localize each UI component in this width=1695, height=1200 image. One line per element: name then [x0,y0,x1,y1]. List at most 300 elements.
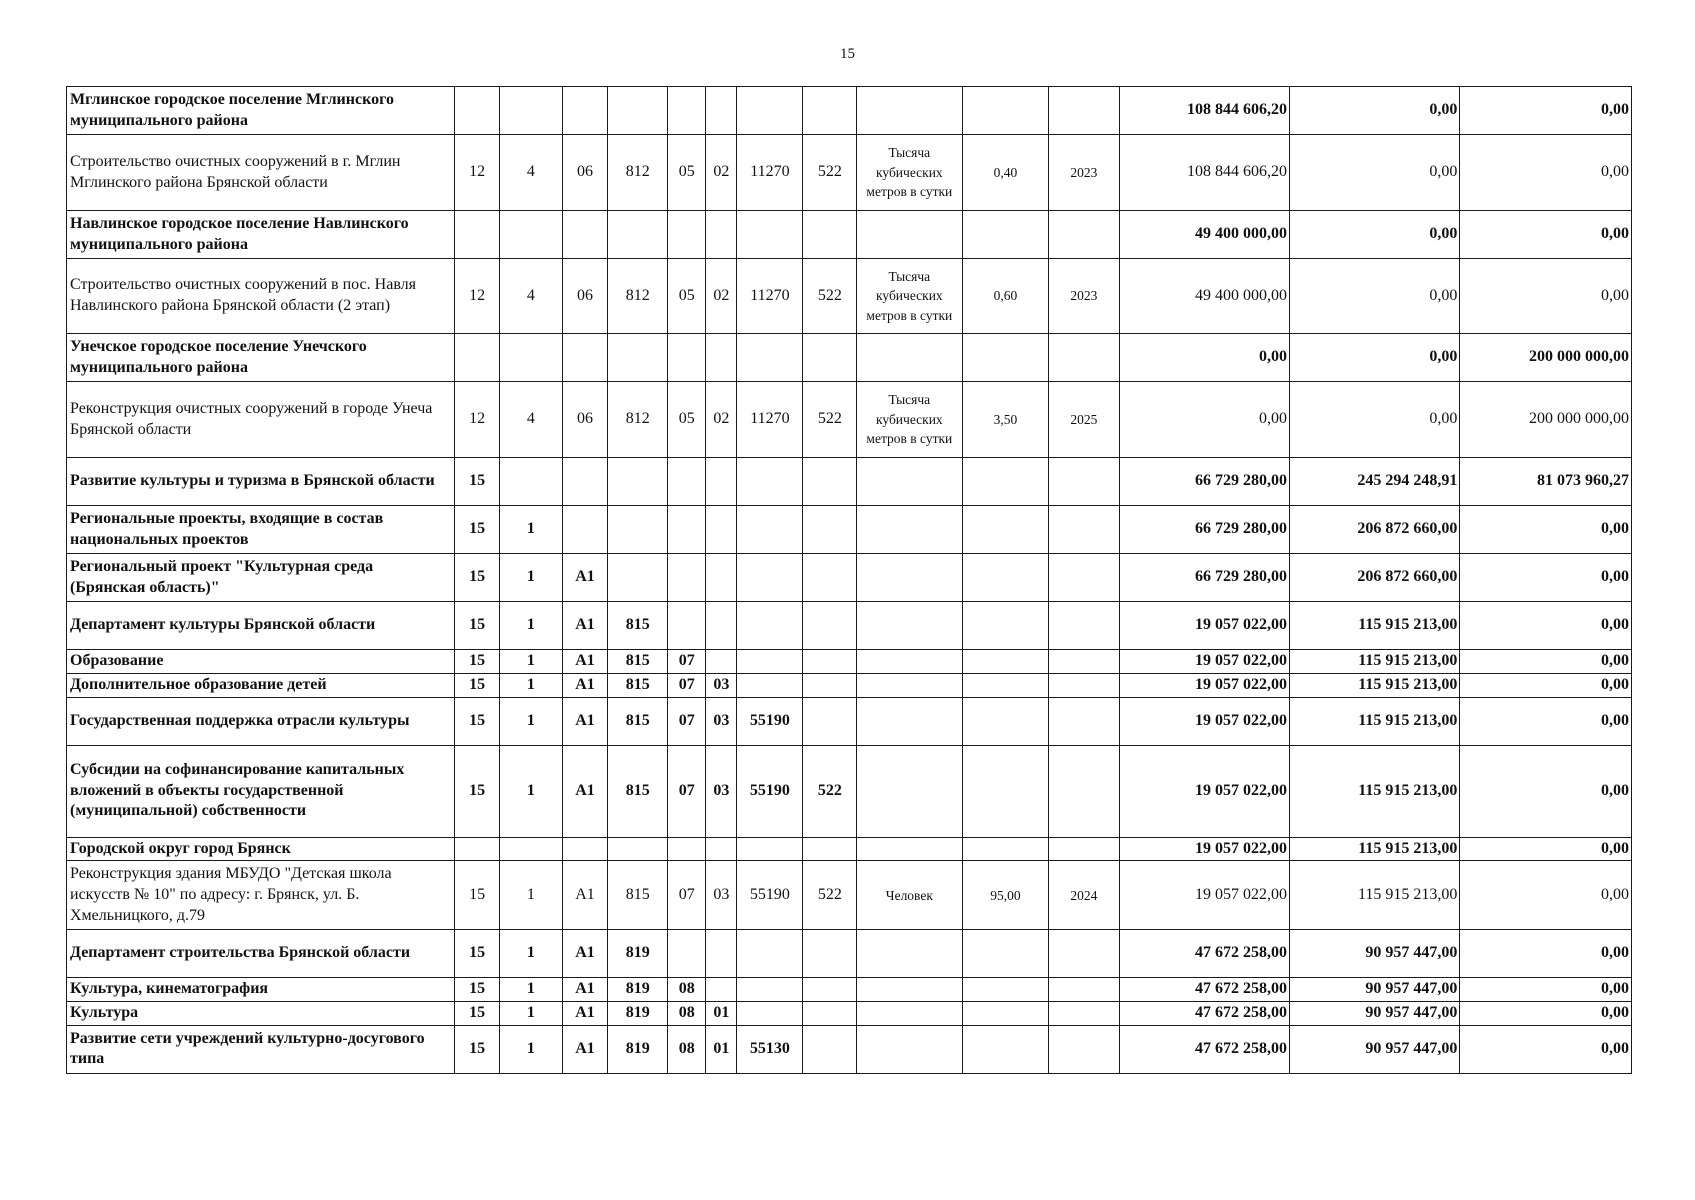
table-cell [1049,673,1119,697]
table-cell [737,458,803,506]
table-cell [857,930,962,978]
table-cell [857,1002,962,1026]
table-cell: 01 [706,1002,737,1026]
row-name-cell: Строительство очистных сооружений в пос. Навля Навлинского района Брянской области (2 этап) [67,259,455,334]
table-cell: 07 [668,861,706,930]
table-cell [499,458,562,506]
row-name-cell: Мглинское городское поселение Мглинского муниципального района [67,87,455,135]
table-cell [608,211,668,259]
table-cell: 05 [668,382,706,458]
table-cell [803,837,857,861]
table-cell: 522 [803,259,857,334]
table-cell: 1 [499,930,562,978]
table-cell: Человек [857,861,962,930]
table-cell: А1 [562,1025,607,1073]
table-cell [803,697,857,745]
table-cell [962,673,1049,697]
table-cell: 47 672 258,00 [1119,1002,1289,1026]
table-cell [857,458,962,506]
table-row [67,382,1632,458]
table-cell [455,837,499,861]
table-cell [737,930,803,978]
table-cell: А1 [562,602,607,650]
row-name-cell: Субсидии на софинансирование капитальных вложений в объекты государственной (муниципальной) собственности [67,745,455,837]
table-cell: 0,00 [1460,211,1632,259]
table-cell: 12 [455,259,499,334]
table-cell [962,1002,1049,1026]
table-cell [803,1025,857,1073]
table-cell [1049,745,1119,837]
table-cell [857,602,962,650]
table-cell: 0,00 [1460,978,1632,1002]
row-name-cell: Государственная поддержка отрасли культуры [67,697,455,745]
table-cell: 90 957 447,00 [1289,1025,1459,1073]
table-cell [668,334,706,382]
table-cell: 0,00 [1460,554,1632,602]
table-cell: 12 [455,135,499,211]
table-cell: 206 872 660,00 [1289,554,1459,602]
table-cell: 66 729 280,00 [1119,506,1289,554]
table-row [67,861,1632,930]
table-cell [706,334,737,382]
table-cell [803,978,857,1002]
table-cell: А1 [562,1002,607,1026]
table-cell [455,211,499,259]
table-cell [857,1025,962,1073]
table-cell: 15 [455,978,499,1002]
table-cell: 115 915 213,00 [1289,650,1459,674]
table-cell: 15 [455,458,499,506]
table-cell [962,745,1049,837]
table-cell: 0,00 [1460,837,1632,861]
table-cell [962,1025,1049,1073]
table-cell: А1 [562,861,607,930]
table-cell [803,673,857,697]
table-cell: 0,00 [1289,382,1459,458]
table-cell: 11270 [737,135,803,211]
table-cell: А1 [562,673,607,697]
table-cell [706,458,737,506]
table-cell [608,334,668,382]
table-cell: 11270 [737,259,803,334]
table-cell [668,930,706,978]
table-cell [737,87,803,135]
table-cell: 08 [668,978,706,1002]
table-cell [562,334,607,382]
table-cell: 03 [706,861,737,930]
table-cell: 19 057 022,00 [1119,861,1289,930]
table-cell: 1 [499,554,562,602]
table-cell: 90 957 447,00 [1289,1002,1459,1026]
table-cell: 2023 [1049,135,1119,211]
table-cell [737,1002,803,1026]
table-cell: 200 000 000,00 [1460,334,1632,382]
table-cell: 812 [608,382,668,458]
table-cell [562,87,607,135]
table-cell: 90 957 447,00 [1289,978,1459,1002]
table-cell [1049,978,1119,1002]
row-name-cell: Реконструкция здания МБУДО "Детская школа искусств № 10" по адресу: г. Брянск, ул. Б. Хмельницкого, д.79 [67,861,455,930]
table-cell [1049,458,1119,506]
table-cell: 55190 [737,745,803,837]
row-name-cell: Унечское городское поселение Унечского муниципального района [67,334,455,382]
table-cell: 0,00 [1460,87,1632,135]
table-cell: 06 [562,259,607,334]
table-cell [1049,506,1119,554]
row-name-cell: Развитие сети учреждений культурно-досугового типа [67,1025,455,1073]
table-cell: 03 [706,673,737,697]
table-cell [499,211,562,259]
table-cell [857,87,962,135]
table-cell: 108 844 606,20 [1119,135,1289,211]
table-cell [803,211,857,259]
table-cell [803,458,857,506]
table-cell [737,506,803,554]
table-cell: 815 [608,861,668,930]
table-cell: 812 [608,259,668,334]
row-name-cell: Культура [67,1002,455,1026]
table-cell: 15 [455,930,499,978]
table-cell: 49 400 000,00 [1119,211,1289,259]
table-cell [1049,930,1119,978]
table-cell [803,930,857,978]
table-cell: 15 [455,1002,499,1026]
table-cell: 19 057 022,00 [1119,697,1289,745]
table-cell: Тысяча кубических метров в сутки [857,259,962,334]
table-row [67,506,1632,554]
table-cell: 15 [455,602,499,650]
table-cell: 66 729 280,00 [1119,554,1289,602]
table-cell [962,87,1049,135]
table-cell: 19 057 022,00 [1119,837,1289,861]
table-cell [857,334,962,382]
table-cell [857,211,962,259]
table-cell [1049,554,1119,602]
row-name-cell: Департамент культуры Брянской области [67,602,455,650]
table-row [67,554,1632,602]
table-cell: 03 [706,745,737,837]
table-row [67,259,1632,334]
table-cell: 49 400 000,00 [1119,259,1289,334]
table-cell: 115 915 213,00 [1289,861,1459,930]
table-cell: 3,50 [962,382,1049,458]
table-cell: 4 [499,135,562,211]
table-cell: 815 [608,650,668,674]
table-cell [857,745,962,837]
table-cell: 0,00 [1460,673,1632,697]
table-cell [499,837,562,861]
table-cell [455,334,499,382]
table-cell: А1 [562,697,607,745]
table-cell [857,554,962,602]
table-cell: 206 872 660,00 [1289,506,1459,554]
row-name-cell: Строительство очистных сооружений в г. Мглин Мглинского района Брянской области [67,135,455,211]
table-cell [608,87,668,135]
table-cell [562,211,607,259]
table-cell [803,506,857,554]
table-row [67,697,1632,745]
table-cell: 11270 [737,382,803,458]
table-cell: 522 [803,861,857,930]
table-cell: 0,00 [1460,1025,1632,1073]
table-cell: А1 [562,650,607,674]
page-number: 15 [840,46,855,62]
table-cell: 19 057 022,00 [1119,602,1289,650]
table-cell: 0,00 [1460,602,1632,650]
table-cell [803,602,857,650]
table-cell [608,506,668,554]
table-row [67,211,1632,259]
row-name-cell: Региональные проекты, входящие в состав национальных проектов [67,506,455,554]
table-cell: 07 [668,745,706,837]
table-cell: 12 [455,382,499,458]
table-row [67,334,1632,382]
table-cell [857,650,962,674]
table-cell: 1 [499,602,562,650]
row-name-cell: Навлинское городское поселение Навлинского муниципального района [67,211,455,259]
table-cell [562,837,607,861]
table-cell: 95,00 [962,861,1049,930]
table-cell: 819 [608,1025,668,1073]
table-cell [706,650,737,674]
table-row [67,135,1632,211]
table-cell: 1 [499,650,562,674]
table-cell: 4 [499,259,562,334]
table-cell: 03 [706,697,737,745]
table-cell: 07 [668,673,706,697]
table-cell: 812 [608,135,668,211]
table-cell: 0,00 [1289,87,1459,135]
table-cell: 815 [608,673,668,697]
table-cell [962,650,1049,674]
table-cell [962,211,1049,259]
table-cell [1049,697,1119,745]
table-cell [562,506,607,554]
table-cell: А1 [562,745,607,837]
table-cell [803,554,857,602]
row-name-cell: Региональный проект "Культурная среда (Брянская область)" [67,554,455,602]
table-cell: 02 [706,135,737,211]
table-cell: 0,00 [1460,1002,1632,1026]
table-cell: 55130 [737,1025,803,1073]
table-cell [1049,1002,1119,1026]
table-cell: 05 [668,135,706,211]
table-cell: 15 [455,650,499,674]
table-cell: 05 [668,259,706,334]
table-cell [1049,1025,1119,1073]
table-row [67,930,1632,978]
table-cell: 2025 [1049,382,1119,458]
table-cell: 19 057 022,00 [1119,650,1289,674]
table-cell [1049,87,1119,135]
row-name-cell: Дополнительное образование детей [67,673,455,697]
table-cell: 47 672 258,00 [1119,1025,1289,1073]
table-cell [857,837,962,861]
table-cell [803,87,857,135]
table-cell [1049,650,1119,674]
table-cell: 01 [706,1025,737,1073]
table-cell: А1 [562,930,607,978]
table-cell [857,978,962,1002]
table-cell [668,211,706,259]
table-cell: 815 [608,602,668,650]
table-cell [706,554,737,602]
table-cell [962,458,1049,506]
table-cell: 55190 [737,697,803,745]
table-body [67,87,1632,1074]
table-cell [737,554,803,602]
table-cell: 0,60 [962,259,1049,334]
table-cell [608,458,668,506]
table-cell: 07 [668,697,706,745]
table-cell [499,87,562,135]
table-cell: 15 [455,1025,499,1073]
table-cell [668,554,706,602]
table-cell: 07 [668,650,706,674]
table-row [67,745,1632,837]
row-name-cell: Департамент строительства Брянской области [67,930,455,978]
table-cell: 06 [562,135,607,211]
table-cell: 115 915 213,00 [1289,837,1459,861]
table-row [67,1002,1632,1026]
table-row [67,978,1632,1002]
table-row [67,87,1632,135]
table-cell: 115 915 213,00 [1289,673,1459,697]
table-cell: А1 [562,978,607,1002]
table-cell: 4 [499,382,562,458]
table-cell [668,458,706,506]
table-cell: 90 957 447,00 [1289,930,1459,978]
table-cell: 115 915 213,00 [1289,602,1459,650]
table-cell: 522 [803,135,857,211]
table-cell: 819 [608,1002,668,1026]
table-cell [737,211,803,259]
table-cell: 1 [499,861,562,930]
table-cell [706,930,737,978]
table-cell: 0,00 [1460,650,1632,674]
table-cell: 15 [455,861,499,930]
table-cell: 0,00 [1460,697,1632,745]
table-cell [668,87,706,135]
table-cell: 200 000 000,00 [1460,382,1632,458]
table-cell: 2023 [1049,259,1119,334]
table-cell: 02 [706,259,737,334]
table-cell: 1 [499,1002,562,1026]
table-cell [668,837,706,861]
table-row [67,1025,1632,1073]
table-cell [857,673,962,697]
table-cell: 15 [455,745,499,837]
table-cell [962,837,1049,861]
table-cell: 55190 [737,861,803,930]
table-cell [1049,211,1119,259]
table-cell: 15 [455,554,499,602]
table-cell [668,506,706,554]
table-cell: 1 [499,673,562,697]
table-cell [737,673,803,697]
table-cell: 08 [668,1002,706,1026]
table-cell: 115 915 213,00 [1289,745,1459,837]
table-row [67,650,1632,674]
table-cell [706,602,737,650]
table-cell: 0,00 [1119,334,1289,382]
table-cell: Тысяча кубических метров в сутки [857,135,962,211]
table-cell [803,1002,857,1026]
table-cell [706,211,737,259]
table-cell [1049,334,1119,382]
table-cell: 1 [499,1025,562,1073]
table-cell: 245 294 248,91 [1289,458,1459,506]
table-cell: А1 [562,554,607,602]
table-cell: 0,40 [962,135,1049,211]
table-cell [962,506,1049,554]
table-cell: 0,00 [1460,930,1632,978]
table-cell [962,334,1049,382]
table-cell: 0,00 [1460,135,1632,211]
table-cell [562,458,607,506]
table-cell [1049,837,1119,861]
table-cell [962,602,1049,650]
table-cell: 1 [499,506,562,554]
table-cell [706,506,737,554]
table-cell: Тысяча кубических метров в сутки [857,382,962,458]
table-cell: 0,00 [1289,334,1459,382]
table-cell [737,334,803,382]
table-cell: 15 [455,673,499,697]
table-cell: 0,00 [1289,135,1459,211]
table-cell [455,87,499,135]
table-cell: 2024 [1049,861,1119,930]
table-cell: 47 672 258,00 [1119,930,1289,978]
budget-table [66,86,1632,1074]
table-cell [706,978,737,1002]
table-cell: 115 915 213,00 [1289,697,1459,745]
table-row [67,673,1632,697]
table-row [67,837,1632,861]
table-cell: 0,00 [1460,259,1632,334]
row-name-cell: Реконструкция очистных сооружений в городе Унеча Брянской области [67,382,455,458]
table-cell: 0,00 [1460,745,1632,837]
table-cell [706,87,737,135]
row-name-cell: Культура, кинематография [67,978,455,1002]
table-cell: 815 [608,745,668,837]
table-cell: 81 073 960,27 [1460,458,1632,506]
table-cell [737,837,803,861]
table-cell [737,650,803,674]
table-cell: 522 [803,745,857,837]
table-cell: 1 [499,978,562,1002]
table-cell: 08 [668,1025,706,1073]
table-cell [706,837,737,861]
table-cell [608,554,668,602]
table-cell: 66 729 280,00 [1119,458,1289,506]
table-cell [668,602,706,650]
table-cell [803,650,857,674]
table-row [67,458,1632,506]
table-cell [857,697,962,745]
row-name-cell: Городской округ город Брянск [67,837,455,861]
table-cell: 06 [562,382,607,458]
table-cell [962,697,1049,745]
table-cell: 19 057 022,00 [1119,745,1289,837]
table-cell: 47 672 258,00 [1119,978,1289,1002]
table-cell: 522 [803,382,857,458]
table-cell: 15 [455,506,499,554]
row-name-cell: Развитие культуры и туризма в Брянской области [67,458,455,506]
table-cell: 815 [608,697,668,745]
table-cell: 1 [499,697,562,745]
table-cell: 1 [499,745,562,837]
